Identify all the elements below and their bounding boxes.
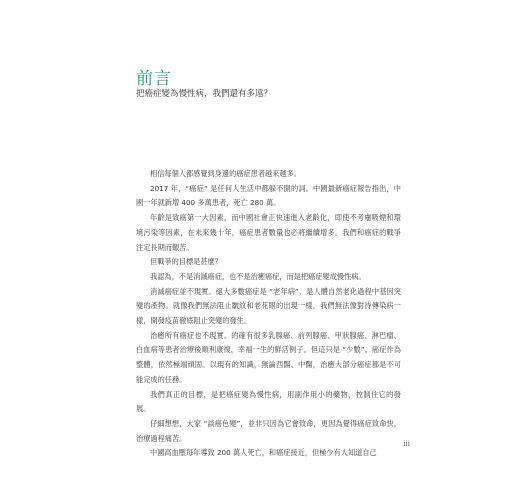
paragraph: 治癒所有癌症也不現實。的確有很多乳腺癌、前列腺癌、甲狀腺癌、淋巴瘤、白血病等患者治療後順利康復，幸福一生的鮮活例子。但這只是 “少數”。癌症作為整體，依然極端頑固。以現有的知識，無論西醫、中醫，治癒大部分癌症都是不可能完成的任務。 (136, 330, 401, 384)
paragraph: 我認為，不是消滅癌症，也不是治癒癌症，而是把癌症變成慢性病。 (150, 271, 366, 281)
chapter-title: 前言 (136, 69, 172, 89)
paragraph: 消滅癌症並不現實。絕大多數癌症是 “老年病”，是人體自然老化過程中基因突變的產物。就像我們無法阻止皺紋和老花眼的出現一樣，我們無法像對待傳染病一樣，開發疫苗徹底阻止突變的發生。 (136, 286, 401, 326)
chapter-subtitle: 把癌症變為慢性病，我們還有多遠？ (136, 89, 273, 99)
paragraph: 但戰爭的目標是甚麼？ (150, 257, 222, 267)
page-number: iii (403, 440, 410, 448)
paragraph: 我們真正的目標，是把癌症變為慢性病，用副作用小的藥物，控制住它的發展。 (136, 389, 401, 414)
paragraph: 年齡是致癌第一大因素，而中國社會正快速進入老齡化，即使不考慮吸煙和環境污染等因素，在未來幾十年，癌症患者數量也必將繼續增多。我們和癌症的戰爭注定長期而艱苦。 (136, 213, 401, 252)
paragraph: 相信每個人都感覺到身邊的癌症患者越來越多。 (150, 169, 301, 178)
paragraph: 仔細想想，大家 “談癌色變”，並非只因為它會致命，更因為覺得癌症致命快，治療過程痛苦。 (136, 418, 401, 443)
paragraph: 2017 年，“癌症” 是任何人生活中都躲不開的詞。中國最新癌症報告指出，中國一年就新增 400 多萬患者，死亡 280 萬。 (136, 183, 401, 208)
body-text (136, 167, 401, 461)
paragraph: 中國高血壓每年導致 200 萬人死亡，和癌症接近，但極少有人知道自己 (150, 448, 377, 458)
